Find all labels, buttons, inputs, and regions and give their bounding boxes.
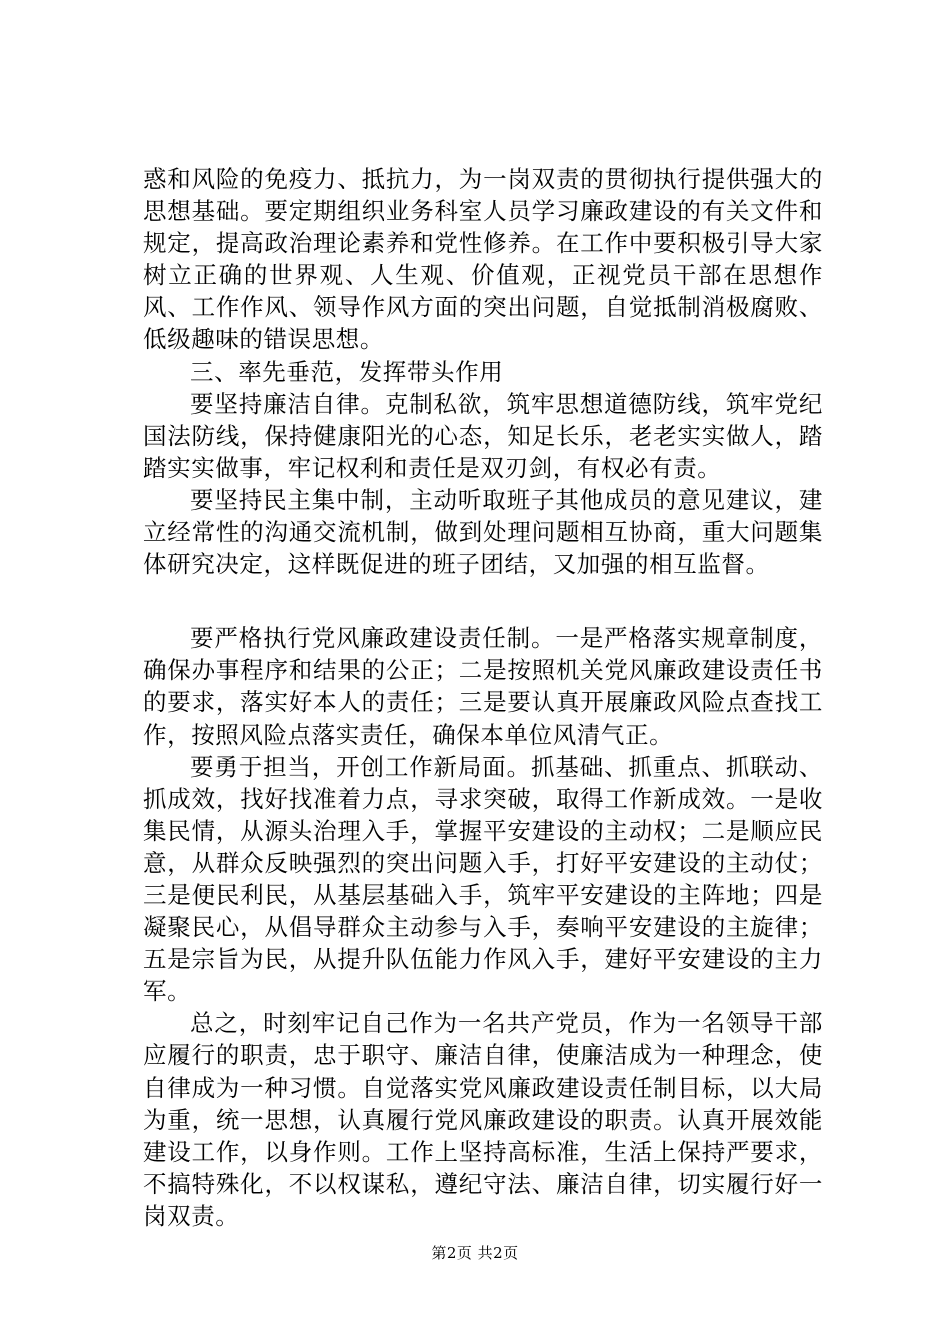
paragraph: 要坚持廉洁自律。克制私欲，筑牢思想道德防线，筑牢党纪国法防线，保持健康阳光的心态，知足长乐，老老实实做人，踏踏实实做事，牢记权利和责任是双刃剑，有权必有责。: [143, 389, 823, 482]
paragraph: 要严格执行党风廉政建设责任制。一是严格落实规章制度，确保办事程序和结果的公正；二是按照机关党风廉政建设责任书的要求，落实好本人的责任；三是要认真开展廉政风险点查找工作，按照风险点落实责任，确保本单位风清气正。: [143, 624, 823, 749]
paragraph: 要勇于担当，开创工作新局面。抓基础、抓重点、抓联动、抓成效，找好找准着力点，寻求突破，取得工作新成效。一是收集民情，从源头治理入手，掌握平安建设的主动权；二是顺应民意，从群众反映强烈的突出问题入手，打好平安建设的主动仗；三是便民利民，从基层基础入手，筑牢平安建设的主阵地；四是凝聚民心，从倡导群众主动参与入手，奏响平安建设的主旋律；五是宗旨为民，从提升队伍能力作风入手，建好平安建设的主力军。: [143, 752, 823, 1006]
paragraph: 要坚持民主集中制，主动听取班子其他成员的意见建议，建立经常性的沟通交流机制，做到处理问题相互协商，重大问题集体研究决定，这样既促进的班子团结，又加强的相互监督。: [143, 485, 823, 579]
paragraph-gap: [143, 580, 823, 622]
document-body: [143, 163, 823, 1232]
page-number-footer: 第2页 共2页: [431, 1244, 519, 1262]
section-heading: 三、率先垂范，发挥带头作用: [190, 357, 504, 386]
paragraph-conclusion: 总之，时刻牢记自己作为一名共产党员，作为一名领导干部应履行的职责，忠于职守、廉洁自律，使廉洁成为一种理念，使自律成为一种习惯。自觉落实党风廉政建设责任制目标，以大局为重，统一思想，认真履行党风廉政建设的职责。认真开展效能建设工作，以身作则。工作上坚持高标准，生活上保持严要求，不搞特殊化，不以权谋私，遵纪守法、廉洁自律，切实履行好一岗双责。: [143, 1009, 823, 1230]
paragraph-continued: 惑和风险的免疫力、抵抗力，为一岗双责的贯彻执行提供强大的思想基础。要定期组织业务科室人员学习廉政建设的有关文件和规定，提高政治理论素养和党性修养。在工作中要积极引导大家树立正确的世界观、人生观、价值观，正视党员干部在思想作风、工作作风、领导作风方面的突出问题，自觉抵制消极腐败、低级趣味的错误思想。: [143, 165, 823, 354]
